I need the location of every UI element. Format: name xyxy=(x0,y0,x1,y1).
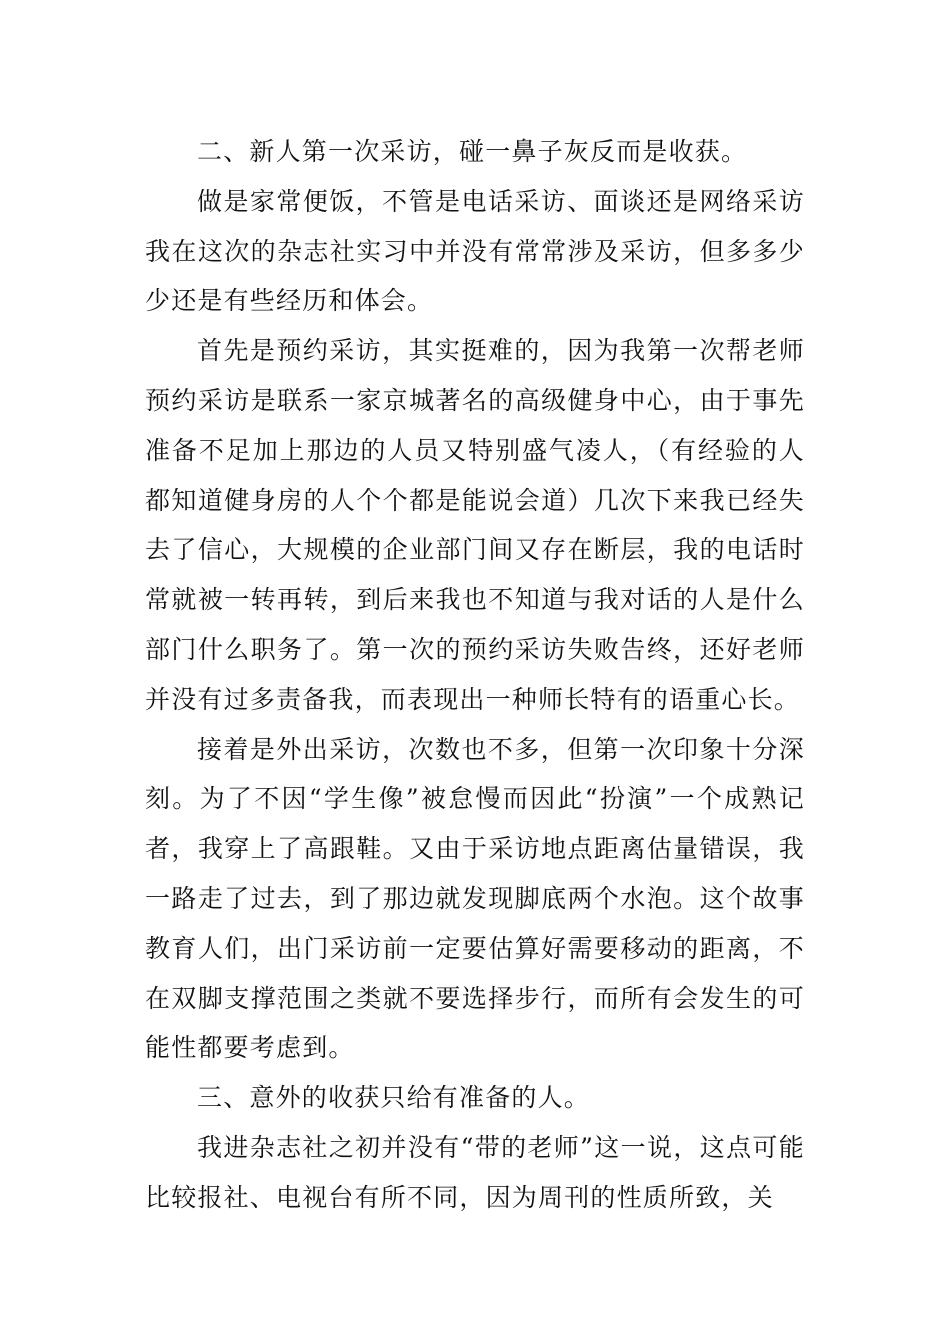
section-heading-2: 二、新人第一次采访，碰一鼻子灰反而是收获。 xyxy=(197,137,748,166)
paragraph: 接着是外出采访，次数也不多，但第一次印象十分深刻。为了不因“学生像”被怠慢而因此“扮演”一个成熟记者，我穿上了高跟鞋。又由于采访地点距离估量错误，我一路走了过去，到了那边就发现脚底两个水泡。这个故事教育人们，出门采访前一定要估算好需要移动的距离，不在双脚支撑范围之类就不要选择步行，而所有会发生的可能性都要考虑到。 xyxy=(145,734,805,1063)
paragraph: 做是家常便饭，不管是电话采访、面谈还是网络采访我在这次的杂志社实习中并没有常常涉及采访，但多多少少还是有些经历和体会。 xyxy=(145,186,805,316)
section-heading-3: 三、意外的收获只给有准备的人。 xyxy=(197,1083,591,1113)
paragraph: 我进杂志社之初并没有“带的老师”这一说，这点可能比较报社、电视台有所不同，因为周刊的性质所致，关 xyxy=(145,1132,805,1212)
document-body xyxy=(145,127,805,1223)
paragraph: 首先是预约采访，其实挺难的，因为我第一次帮老师预约采访是联系一家京城著名的高级健身中心，由于事先准备不足加上那边的人员又特别盛气凌人，（有经验的人都知道健身房的人个个都是能说会道）几次下来我已经失去了信心，大规模的企业部门间又存在断层，我的电话时常就被一转再转，到后来我也不知道与我对话的人是什么部门什么职务了。第一次的预约采访失败告终，还好老师并没有过多责备我，而表现出一种师长特有的语重心长。 xyxy=(145,336,805,714)
